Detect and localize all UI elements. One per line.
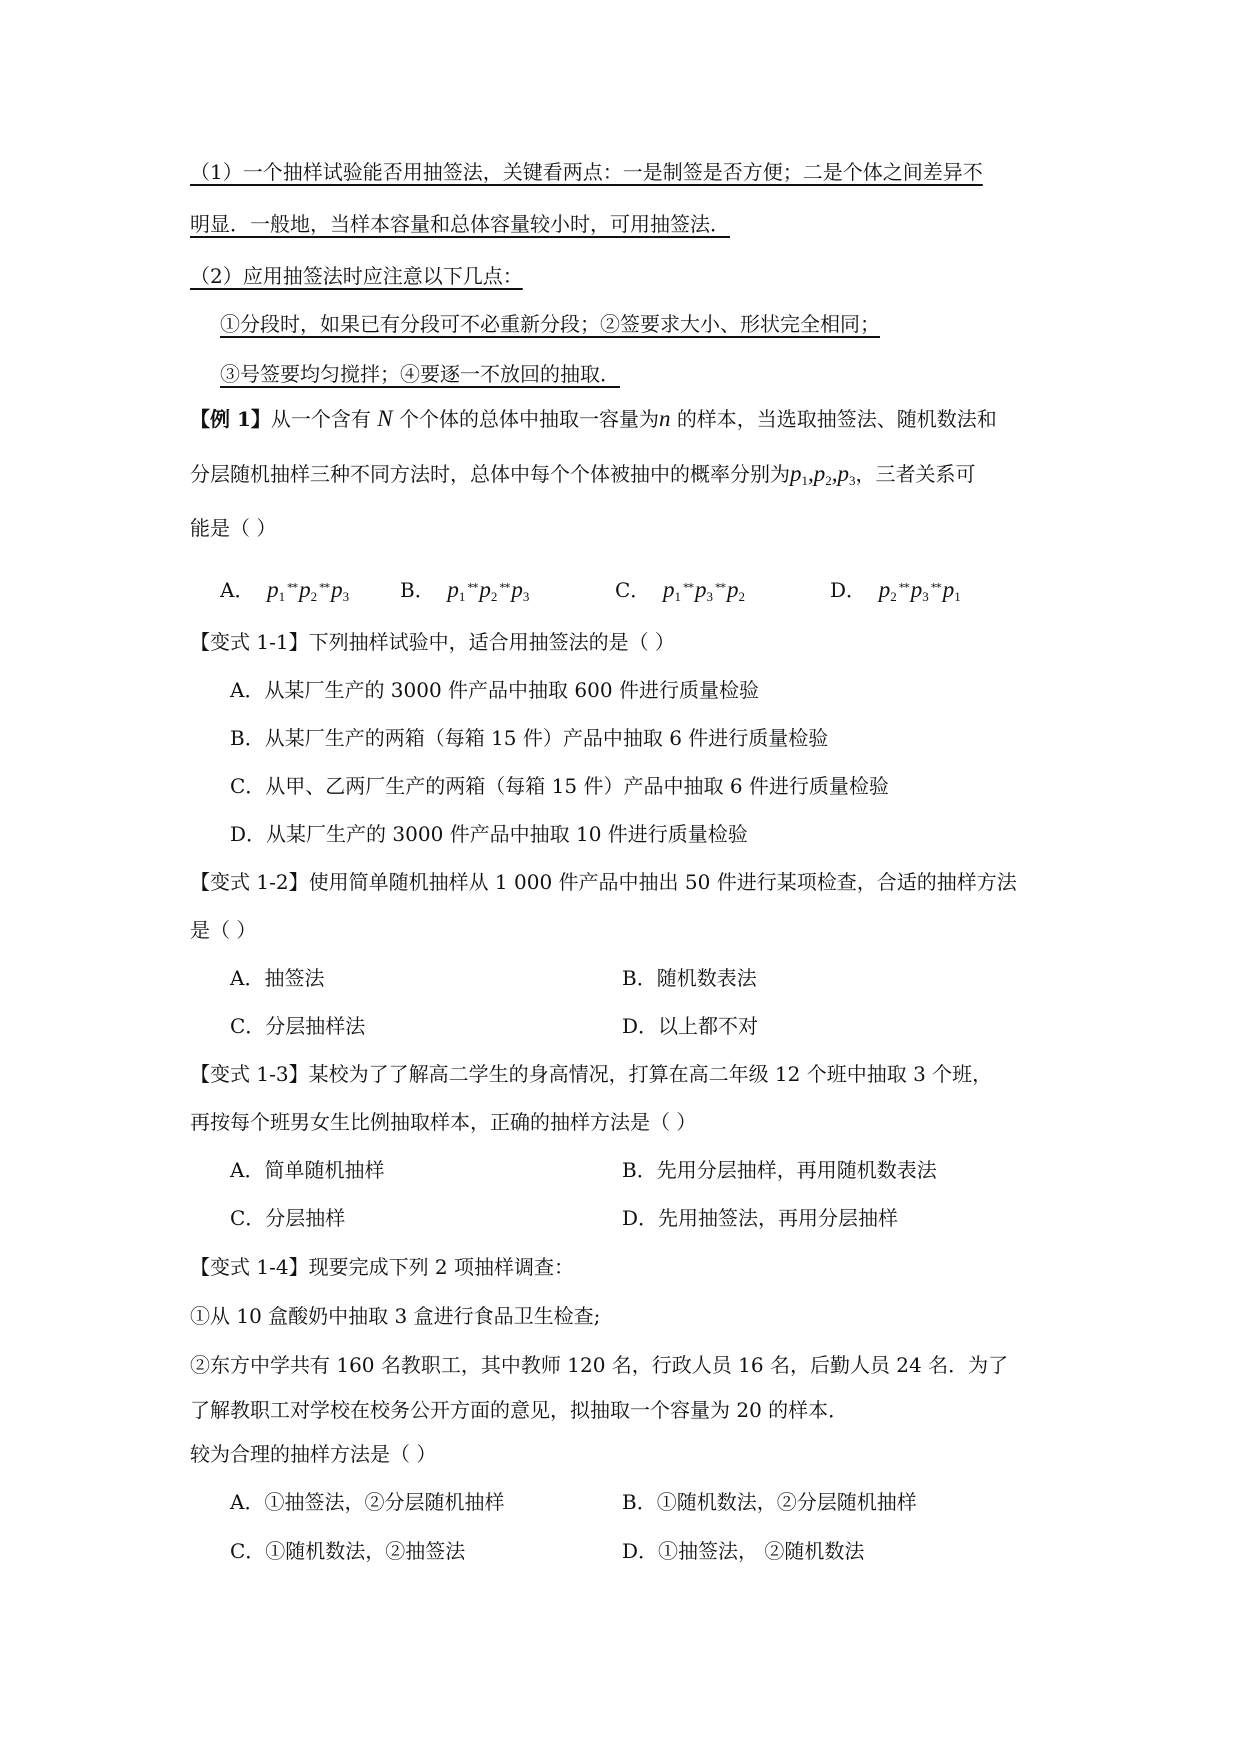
variant-1-1-option-a[interactable]: A．从某厂生产的 3000 件产品中抽取 600 件进行质量检验	[230, 678, 759, 702]
variant-1-3-stem-line-2: 再按每个班男女生比例抽取样本，正确的抽样方法是（ ）	[190, 1110, 697, 1134]
variant-1-1-option-c[interactable]: C．从甲、乙两厂生产的两箱（每箱 15 件）产品中抽取 6 件进行质量检验	[230, 774, 889, 798]
example-1-option-b[interactable]: B． $p_1^{⁎⁎}p_2^{⁎⁎}p_3$	[400, 577, 530, 604]
variant-1-4-item-2-line-1: ②东方中学共有 160 名教职工，其中教师 120 名，行政人员 16 名，后勤人员 24 名．为了	[190, 1353, 1009, 1377]
note-line-1: （1）一个抽样试验能否用抽签法，关键看两点：一是制签是否方便；二是个体之间差异不	[190, 160, 983, 184]
variant-1-3-stem-line-1: 【变式 1-3】某校为了了解高二学生的身高情况，打算在高二年级 12 个班中抽取 3 个班，	[190, 1062, 993, 1086]
note-line-5: ③号签要均匀搅拌；④要逐一不放回的抽取．	[220, 362, 620, 386]
variant-1-4-option-d[interactable]: D．①抽签法， ②随机数法	[622, 1539, 865, 1563]
variant-1-4-option-a[interactable]: A．①抽签法，②分层随机抽样	[230, 1490, 505, 1514]
variant-1-1-option-d[interactable]: D．从某厂生产的 3000 件产品中抽取 10 件进行质量检验	[230, 822, 748, 846]
variant-1-3-option-c[interactable]: C．分层抽样	[230, 1206, 346, 1230]
example-1-option-d[interactable]: D． $p_2^{⁎⁎}p_3^{⁎⁎}p_1$	[830, 577, 961, 604]
variant-1-4-item-1: ①从 10 盒酸奶中抽取 3 盒进行食品卫生检查;	[190, 1304, 601, 1328]
example-1-stem-line-1: 【例 1】从一个含有 N 个个体的总体中抽取一容量为n 的样本，当选取抽签法、随机数法和	[190, 406, 997, 431]
note-line-2: 明显．一般地，当样本容量和总体容量较小时，可用抽签法．	[190, 212, 730, 236]
example-1-tag: 【例 1】	[190, 407, 271, 431]
variant-1-2-stem-line-1: 【变式 1-2】使用简单随机抽样从 1 000 件产品中抽出 50 件进行某项检查，合适的抽样方法	[190, 870, 1017, 894]
variant-1-3-option-d[interactable]: D．先用抽签法，再用分层抽样	[622, 1206, 899, 1230]
variant-1-4-option-c[interactable]: C．①随机数法，②抽签法	[230, 1539, 466, 1563]
var-N: N	[377, 406, 393, 431]
variant-1-3-option-b[interactable]: B．先用分层抽样，再用随机数表法	[622, 1158, 937, 1182]
variant-1-2-stem-line-2: 是（ ）	[190, 918, 257, 942]
variant-1-4-item-2-line-2: 了解教职工对学校在校务公开方面的意见，拟抽取一个容量为 20 的样本．	[190, 1398, 849, 1422]
example-1-option-c[interactable]: C． $p_1^{⁎⁎}p_3^{⁎⁎}p_2$	[615, 577, 746, 604]
var-n: n	[658, 406, 671, 431]
variant-1-4-question: 较为合理的抽样方法是（ ）	[190, 1442, 437, 1466]
example-1-stem-line-3: 能是（ ）	[190, 516, 277, 540]
variant-1-2-option-b[interactable]: B．随机数表法	[622, 966, 757, 990]
variant-1-1-option-b[interactable]: B．从某厂生产的两箱（每箱 15 件）产品中抽取 6 件进行质量检验	[230, 726, 829, 750]
example-1-option-a[interactable]: A． $p_1^{⁎⁎}p_2^{⁎⁎}p_3$	[220, 577, 350, 604]
variant-1-4-option-b[interactable]: B．①随机数法，②分层随机抽样	[622, 1490, 917, 1514]
example-1-stem-line-2: 分层随机抽样三种不同方法时，总体中每个个体被抽中的概率分别为$p_1,p_2,p_3$，三者关系可	[190, 461, 976, 488]
variant-1-2-option-a[interactable]: A．抽签法	[230, 966, 325, 990]
variant-1-3-option-a[interactable]: A．简单随机抽样	[230, 1158, 385, 1182]
probabilities: $p_1,p_2,p_3$	[790, 461, 856, 488]
variant-1-2-option-c[interactable]: C．分层抽样法	[230, 1014, 366, 1038]
variant-1-1-stem: 【变式 1-1】下列抽样试验中，适合用抽签法的是（ ）	[190, 630, 675, 654]
note-line-4: ①分段时，如果已有分段可不必重新分段；②签要求大小、形状完全相同；	[220, 312, 880, 336]
note-line-3: （2）应用抽签法时应注意以下几点：	[190, 264, 523, 288]
variant-1-4-stem: 【变式 1-4】现要完成下列 2 项抽样调查：	[190, 1255, 575, 1279]
variant-1-2-option-d[interactable]: D．以上都不对	[622, 1014, 759, 1038]
